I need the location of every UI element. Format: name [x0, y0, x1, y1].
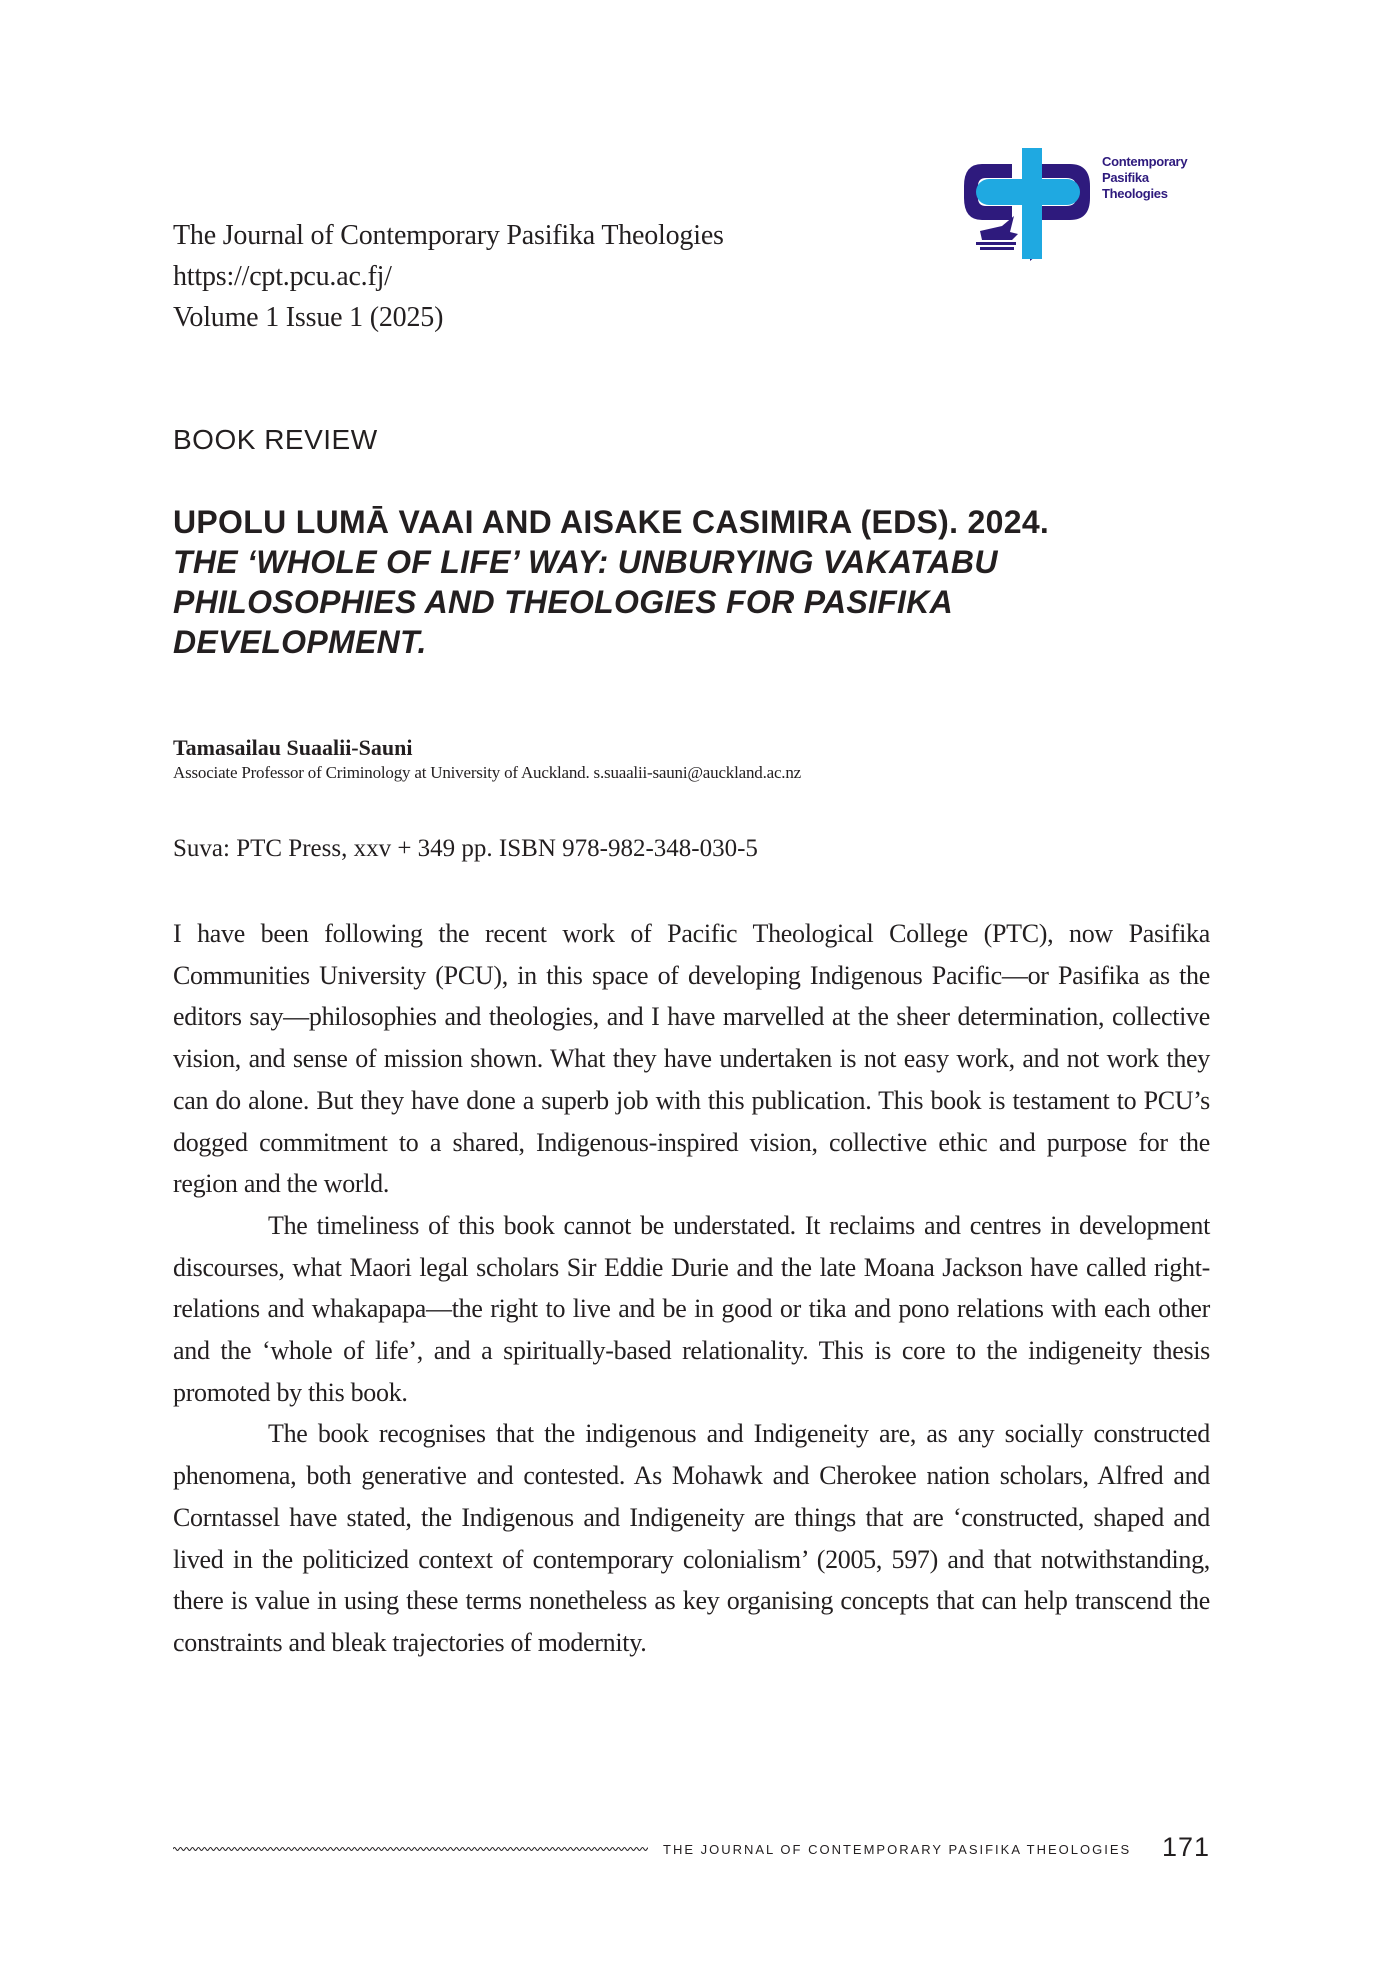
- journal-url[interactable]: https://cpt.pcu.ac.fj/: [173, 261, 392, 292]
- volume-issue: Volume 1 Issue 1 (2025): [173, 302, 444, 333]
- paragraph: The book recognises that the indigenous and Indigeneity are, as any socially constructed phenomena, both generative and contested. As Mohawk and Cherokee nation scholars, Alfred and Corntassel have stated, the Indigenous and Indigeneity are things that are ‘constructed, shaped and lived in the politicized context of contemporary colonialism’ (2005, 597) and that notwithstanding, there is value in using these terms nonetheless as key organising concepts that can help transcend the constraints and bleak trajectories of modernity.: [173, 1419, 1210, 1657]
- logo-text: [1102, 154, 1187, 202]
- logo-text-line: Theologies: [1102, 186, 1168, 201]
- page-footer: [173, 1834, 1210, 1864]
- journal-header: [173, 215, 724, 338]
- logo-text-line: Contemporary: [1102, 154, 1188, 169]
- title-book-name: THE ‘WHOLE OF LIFE’ WAY: UNBURYING VAKATABU PHILOSOPHIES AND THEOLOGIES FOR PASIFIKA DEVELOPMENT.: [173, 544, 998, 660]
- author-name: Tamasailau Suaalii-Sauni: [173, 735, 413, 760]
- paragraph: The timeliness of this book cannot be understated. It reclaims and centres in development discourses, what Maori legal scholars Sir Eddie Durie and the late Moana Jackson have called right-relations and whakapapa—the right to live and be in good or tika and pono relations with each other and the ‘whole of life’, and a spiritually-based relationality. This is core to the indigeneity thesis promoted by this book.: [173, 1210, 1210, 1407]
- running-title: THE JOURNAL OF CONTEMPORARY PASIFIKA THEOLOGIES: [663, 1842, 1132, 1857]
- logo-text-line: Pasifika: [1102, 170, 1149, 185]
- section-label: BOOK REVIEW: [173, 424, 378, 455]
- article-body: [173, 913, 1210, 1664]
- publication-info: Suva: PTC Press, xxv + 349 pp. ISBN 978-982-348-030-5: [173, 835, 758, 862]
- wavy-rule-icon: [173, 1845, 648, 1853]
- title-line-editors: UPOLU LUMĀ VAAI AND AISAKE CASIMIRA (EDS). 2024.: [173, 504, 1050, 540]
- article-title: [173, 502, 1193, 662]
- paragraph: I have been following the recent work of Pacific Theological College (PTC), now Pasifika Communities University (PCU), in this space of developing Indigenous Pacific—or Pasifika as the editors say—philosophies and theologies, and I have marvelled at the sheer determination, collective vision, and sense of mission shown. What they have undertaken is not easy work, and not work they can do alone. But they have done a superb job with this publication. This book is testament to PCU’s dogged commitment to a shared, Indigenous-inspired vision, collective ethic and purpose for the region and the world.: [173, 919, 1210, 1199]
- cpt-logo-mark-icon: [962, 146, 1097, 261]
- page-number: 171: [1161, 1832, 1210, 1862]
- journal-name: The Journal of Contemporary Pasifika Theologies: [173, 220, 724, 251]
- author-affiliation: Associate Professor of Criminology at University of Auckland. s.suaalii-sauni@auckland.ac.nz: [173, 763, 801, 782]
- journal-logo: [962, 146, 1227, 261]
